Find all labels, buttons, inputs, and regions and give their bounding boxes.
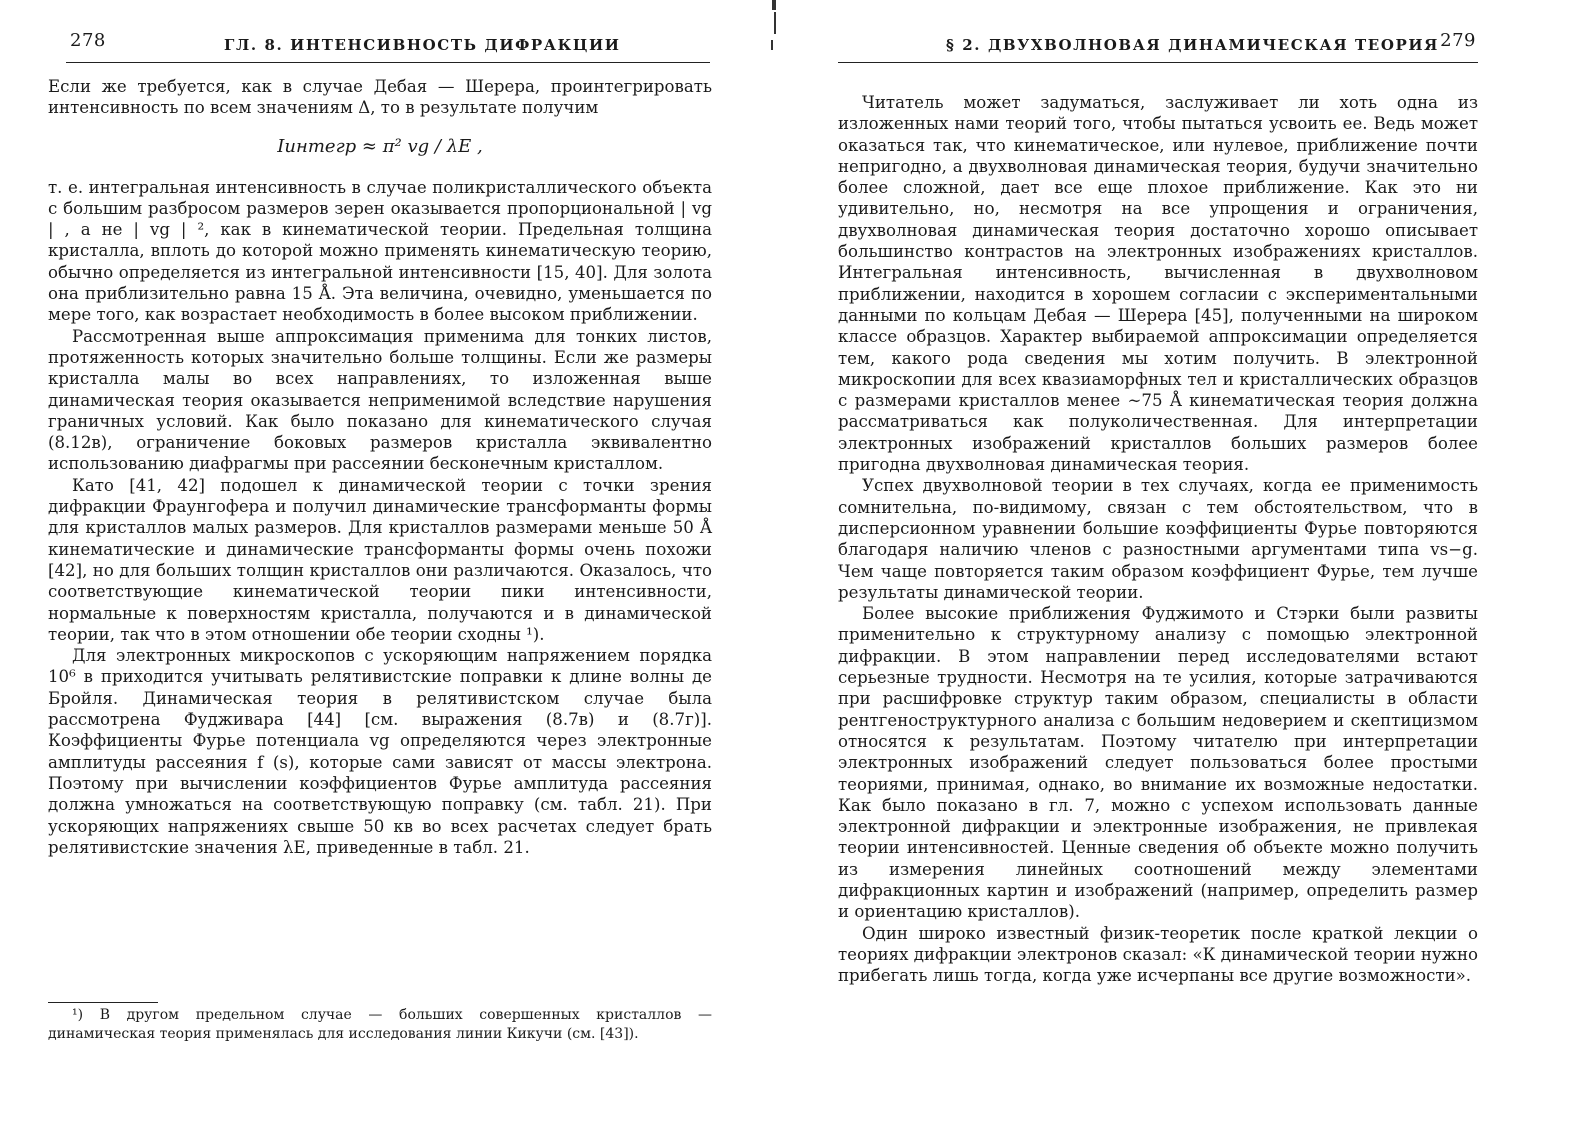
left-text-body	[48, 76, 712, 858]
right-text-body	[838, 92, 1478, 986]
right-section-title: § 2. ДВУХВОЛНОВАЯ ДИНАМИЧЕСКАЯ ТЕОРИЯ	[946, 36, 1439, 54]
left-page	[0, 0, 760, 1146]
intro-paragraph: Если же требуется, как в случае Дебая — Шерера, проинтегрировать интенсивность по всем значениям Δ, то в результате получим	[48, 77, 712, 118]
footnote-divider	[48, 1002, 158, 1003]
paragraph: Более высокие приближения Фуджимото и Стэрки были развиты применительно к структурному анализу с помощью электронной дифракции. В этом направлении перед исследователями встают серьезные трудности. Несмотря на те усилия, которые затрачиваются при расшифровке структур таким образом, специалисты в области рентгеноструктурного анализа с большим недоверием и скептицизмом относятся к результатам. Поэтому читателю при интерпретации электронных изображений следует пользоваться более простыми теориями, принимая, однако, во внимание их возможные недостатки. Как было показано в гл. 7, можно с успехом использовать данные электронной дифракции и электронные изображения, не привлекая теории интенсивностей. Ценные сведения об объекте можно получить из измерения линейных соотношений между элементами дифракционных картин и изображений (например, определить размер и ориентацию кристаллов).	[838, 604, 1478, 922]
gutter-marks	[768, 0, 782, 60]
integral-intensity-formula: Iинтегр ≈ π² vg / λE ,	[277, 135, 483, 157]
footnote: ¹) В другом предельном случае — больших совершенных кристаллов — динамическая теория применялась для исследования линии Кикучи (см. [43]).	[48, 1007, 712, 1042]
right-page-number: 279	[1440, 30, 1476, 51]
paragraph: Читатель может задуматься, заслуживает ли хоть одна из изложенных нами теорий того, чтобы пытаться усвоить ее. Ведь может оказаться так, что кинематическое, или нулевое, приближение почти непригодно, а двухволновая динамическая теория, будучи значительно более сложной, дает все еще плохое приближение. Как это ни удивительно, но, несмотря на все упрощения и ограничения, двухволновая динамическая теория достаточно хорошо описывает большинство контрастов на электронных изображениях кристаллов. Интегральная интенсивность, вычисленная в двухволновом приближении, находится в хорошем согласии с экспериментальными данными по кольцам Дебая — Шерера [45], полученными на широком классе образцов. Характер выбираемой аппроксимации определяется тем, какого рода сведения мы хотим получить. В электронной микроскопии для всех квазиаморфных тел и кристаллических образцов с размерами кристаллов менее ∼75 Å кинематическая теория должна рассматриваться как полуколичественная. Для интерпретации электронных изображений кристаллов больших размеров более пригодна двухволновая динамическая теория.	[838, 93, 1478, 475]
right-page	[790, 0, 1571, 1146]
left-page-number: 278	[70, 30, 106, 51]
right-running-head	[838, 28, 1478, 63]
left-chapter-title: ГЛ. 8. ИНТЕНСИВНОСТЬ ДИФРАКЦИИ	[224, 36, 621, 54]
paragraph: Успех двухволновой теории в тех случаях, когда ее применимость сомнительна, по-видимому, связан с тем обстоятельством, что в дисперсионном уравнении большие коэффициенты Фурье повторяются благодаря наличию членов с разностными аргументами типа vs−g. Чем чаще повторяется таким образом коэффициент Фурье, тем лучше результаты динамической теории.	[838, 476, 1478, 602]
paragraph: Для электронных микроскопов с ускоряющим напряжением порядка 10⁶ в приходится учитывать релятивистские поправки к длине волны де Бройля. Динамическая теория в релятивистском случае была рассмотрена Фудживара [44] [см. выражения (8.7в) и (8.7г)]. Коэффициенты Фурье потенциала vg определяются через электронные амплитуды рассеяния f (s), которые сами зависят от массы электрона. Поэтому при вычислении коэффициентов Фурье амплитуда рассеяния должна умножаться на соответствующую поправку (см. табл. 21). При ускоряющих напряжениях свыше 50 кв во всех расчетах следует брать релятивистские значения λE, приведенные в табл. 21.	[48, 646, 712, 857]
paragraph: т. е. интегральная интенсивность в случае поликристаллического объекта с большим разбросом размеров зерен оказывается пропорциональной | vg | , а не | vg | ², как в кинематической теории. Предельная толщина кристалла, вплоть до которой можно применять кинематическую теорию, обычно определяется из интегральной интенсивности [15, 40]. Для золота она приблизительно равна 15 Å. Эта величина, очевидно, уменьшается по мере того, как возрастает необходимость в более высоком приближении.	[48, 177, 712, 325]
paragraph: Като [41, 42] подошел к динамической теории с точки зрения дифракции Фраунгофера и получил динамические трансформанты формы для кристаллов малых размеров. Для кристаллов размерами меньше 50 Å кинематические и динамические трансформанты формы очень похожи [42], но для больших толщин кристаллов они различаются. Оказалось, что соответствующие кинематической теории пики интенсивности, нормальные к поверхностям кристалла, получаются и в динамической теории, так что в этом отношении обе теории сходны ¹).	[48, 475, 712, 644]
left-running-head	[66, 28, 710, 63]
paragraph: Рассмотренная выше аппроксимация применима для тонких листов, протяженность которых значительно больше толщины. Если же размеры кристалла малы во всех направлениях, то изложенная выше динамическая теория оказывается неприменимой вследствие нарушения граничных условий. Как было показано для кинематического случая (8.12в), ограничение боковых размеров кристалла эквивалентно использованию диафрагмы при рассеянии бесконечным кристаллом.	[48, 326, 712, 474]
paragraph: Один широко известный физик-теоретик после краткой лекции о теориях дифракции электронов сказал: «К динамической теории нужно прибегать лишь тогда, когда уже исчерпаны все другие возможности».	[838, 923, 1478, 986]
